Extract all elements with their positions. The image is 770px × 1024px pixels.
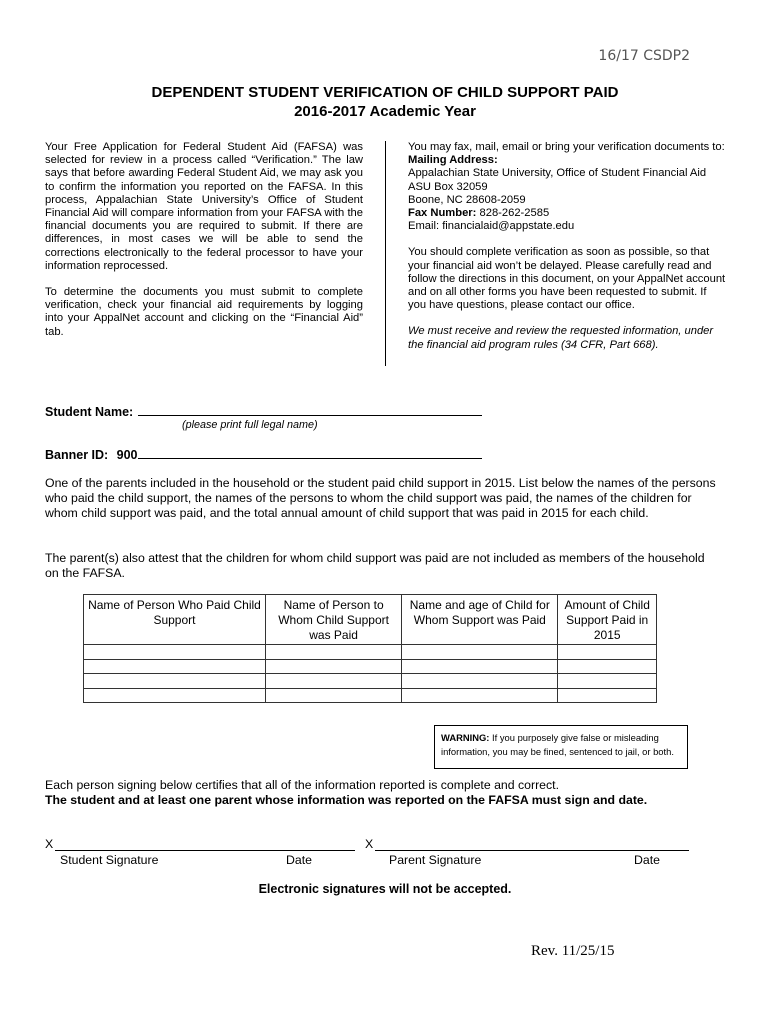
header-amount: Amount of Child Support Paid in 2015 xyxy=(558,595,657,645)
fax-line xyxy=(408,207,726,220)
banner-id-field[interactable] xyxy=(138,446,482,459)
parent-signature-label: Parent Signature xyxy=(389,853,482,867)
student-x-mark: X xyxy=(45,837,54,851)
form-code: 16/17 CSDP2 xyxy=(598,48,690,64)
amount-cell[interactable] xyxy=(558,645,657,660)
child-cell[interactable] xyxy=(402,674,558,689)
intro-right-column xyxy=(408,141,726,352)
submission-intro: You may fax, mail, email or bring your verification documents to: xyxy=(408,141,725,153)
table-row xyxy=(84,659,657,674)
regulation-note: We must receive and review the requested information, under the financial aid program rules (34 CFR, Part 668). xyxy=(408,325,714,351)
payer-cell[interactable] xyxy=(84,674,266,689)
child-cell[interactable] xyxy=(402,659,558,674)
table-row xyxy=(84,688,657,703)
fax-number: 828-262-2585 xyxy=(476,207,550,220)
amount-cell[interactable] xyxy=(558,674,657,689)
table-row xyxy=(84,645,657,660)
banner-id-row xyxy=(45,446,482,464)
child-support-table xyxy=(83,594,657,703)
banner-id-prefix: 900 xyxy=(116,448,138,462)
student-name-hint: (please print full legal name) xyxy=(182,419,318,431)
address-line-3: Boone, NC 28608-2059 xyxy=(408,193,526,206)
address-line-1: Appalachian State University, Office of Student Financial Aid xyxy=(408,167,707,180)
student-name-label: Student Name: xyxy=(45,405,134,419)
parent-signature-line[interactable] xyxy=(375,850,689,851)
amount-cell[interactable] xyxy=(558,659,657,674)
verification-paragraph: Your Free Application for Federal Student Aid (FAFSA) was selected for review in a process called “Verification.” The law says that before awarding Federal Student Aid, we may ask you to confirm the information you reported on the FAFSA. In this process, Appalachian State University’s Office of Student Financial Aid will compare information from your FAFSA with the financial documents you are required to submit. If there are differences, in most cases we will be able to send the corrections electronically to the federal processor to have your information reprocessed. xyxy=(45,141,363,272)
header-child: Name and age of Child for Whom Support was Paid xyxy=(402,595,558,645)
recipient-cell[interactable] xyxy=(265,659,401,674)
student-signature-label: Student Signature xyxy=(60,853,159,867)
intro-left-column xyxy=(45,141,363,339)
complete-asap-paragraph: You should complete verification as soon as possible, so that your financial aid won’t be delayed. Please carefully read and follow the directions in this document, on your AppalNet account and on all other forms you have been requested to submit. If you have questions, please contact our office. xyxy=(408,246,726,312)
table-row xyxy=(84,674,657,689)
fax-label: Fax Number: xyxy=(408,207,477,220)
revision-date: Rev. 11/25/15 xyxy=(531,943,615,959)
household-attestation: The parent(s) also attest that the children for whom child support was paid are not included as members of the household on the FAFSA. xyxy=(45,551,705,580)
mailing-address-label: Mailing Address: xyxy=(408,154,498,167)
warning-text: If you purposely give false or misleading information, you may be fined, sentenced to jail, or both. xyxy=(441,732,674,757)
amount-cell[interactable] xyxy=(558,688,657,703)
student-name-field[interactable] xyxy=(138,403,482,416)
page-title: DEPENDENT STUDENT VERIFICATION OF CHILD SUPPORT PAID xyxy=(151,84,619,101)
payer-cell[interactable] xyxy=(84,659,266,674)
recipient-cell[interactable] xyxy=(265,674,401,689)
recipient-cell[interactable] xyxy=(265,645,401,660)
warning-label: WARNING: xyxy=(441,732,490,743)
child-cell[interactable] xyxy=(402,688,558,703)
page-subtitle: 2016-2017 Academic Year xyxy=(294,103,476,120)
email-line: Email: financialaid@appstate.edu xyxy=(408,220,575,233)
banner-id-label: Banner ID: xyxy=(45,448,109,462)
warning-box xyxy=(434,725,688,769)
electronic-signature-note: Electronic signatures will not be accepted. xyxy=(258,882,512,896)
payer-cell[interactable] xyxy=(84,688,266,703)
table-header-row xyxy=(84,595,657,645)
child-cell[interactable] xyxy=(402,645,558,660)
student-date-label: Date xyxy=(286,853,312,867)
column-divider xyxy=(385,141,386,366)
signature-requirement: The student and at least one parent whose information was reported on the FAFSA must sign and date. xyxy=(45,793,648,807)
header-payer: Name of Person Who Paid Child Support xyxy=(84,595,266,645)
student-signature-line[interactable] xyxy=(55,850,355,851)
header-recipient: Name of Person to Whom Child Support was Paid xyxy=(265,595,401,645)
child-support-instructions: One of the parents included in the household or the student paid child support in 2015. List below the names of the persons who paid the child support, the names of the persons to whom the child support was paid, the names of the children for whom child support was paid, and the total annual amount of child support that was paid in 2015 for each child. xyxy=(45,476,716,520)
address-line-2: ASU Box 32059 xyxy=(408,180,488,193)
documents-paragraph: To determine the documents you must submit to complete verification, check your financial aid requirements by logging into your AppalNet account and clicking on the “Financial Aid” tab. xyxy=(45,286,363,338)
certification-statement: Each person signing below certifies that all of the information reported is complete and correct. xyxy=(45,778,560,792)
payer-cell[interactable] xyxy=(84,645,266,660)
parent-date-label: Date xyxy=(634,853,660,867)
parent-x-mark: X xyxy=(365,837,374,851)
recipient-cell[interactable] xyxy=(265,688,401,703)
